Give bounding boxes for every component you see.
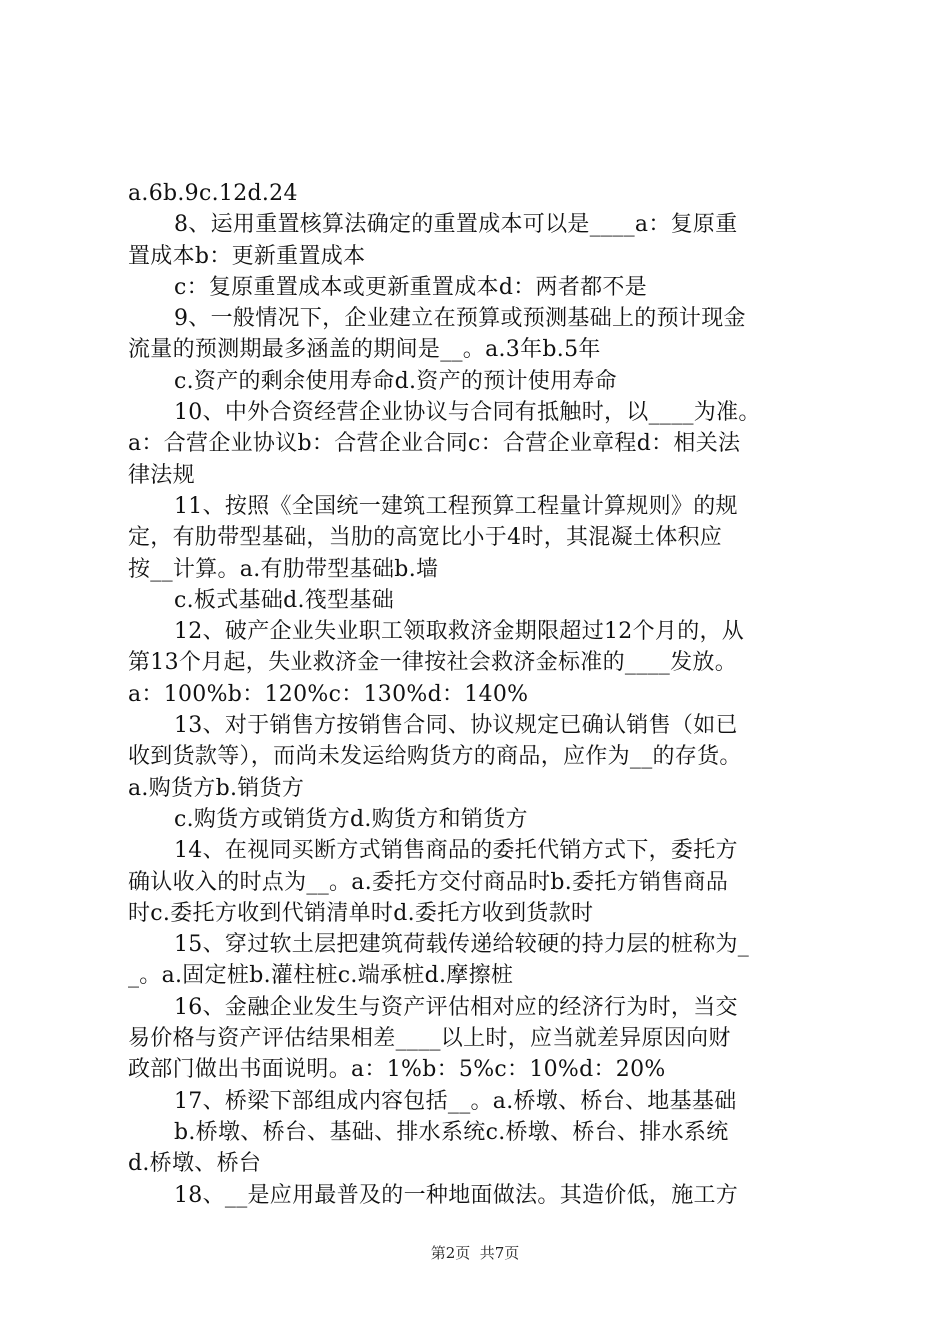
text-line: 律法规 [128,462,195,488]
text-line: a：合营企业协议b：合营企业合同c：合营企业章程d：相关法 [128,431,741,457]
text-line: 10、中外合资经营企业协议与合同有抵触时，以____为准。 [174,400,761,426]
text-line: d.桥墩、桥台 [128,1151,262,1177]
text-line: c：复原重置成本或更新重置成本d：两者都不是 [174,274,648,300]
text-line: 12、破产企业失业职工领取救济金期限超过12个月的，从 [174,619,745,645]
text-line: 18、__是应用最普及的一种地面做法。其造价低，施工方 [174,1182,739,1208]
text-line: a：100%b：120%c：130%d：140% [128,681,529,707]
text-line: 时c.委托方收到代销清单时d.委托方收到货款时 [128,900,594,926]
text-line: 16、金融企业发生与资产评估相对应的经济行为时，当交 [174,994,738,1020]
text-line: 第13个月起，失业救济金一律按社会救济金标准的____发放。 [128,650,737,676]
text-line: c.资产的剩余使用寿命d.资产的预计使用寿命 [174,368,617,394]
text-line: 9、一般情况下，企业建立在预算或预测基础上的预计现金 [174,306,746,332]
document-body [128,178,840,1211]
text-line: b.桥墩、桥台、基础、排水系统c.桥墩、桥台、排水系统 [174,1119,729,1145]
text-line: c.板式基础d.筏型基础 [174,587,394,613]
text-line: 政部门做出书面说明。a：1%b：5%c：10%d：20% [128,1057,666,1083]
text-line: 8、运用重置核算法确定的重置成本可以是____a：复原重 [174,212,738,238]
text-line: 14、在视同买断方式销售商品的委托代销方式下，委托方 [174,838,738,864]
text-line: 11、按照《全国统一建筑工程预算工程量计算规则》的规 [174,493,738,519]
text-line: c.购货方或销货方d.购货方和销货方 [174,806,528,832]
text-line: 流量的预测期最多涵盖的期间是__。a.3年b.5年 [128,337,601,363]
text-line: a.6b.9c.12d.24 [128,181,298,206]
text-line: 13、对于销售方按销售合同、协议规定已确认销售（如已 [174,713,738,739]
text-line: 17、桥梁下部组成内容包括__。a.桥墩、桥台、地基基础 [174,1088,737,1114]
text-line: 确认收入的时点为__。a.委托方交付商品时b.委托方销售商品 [128,869,729,895]
text-line: 置成本b：更新重置成本 [128,243,366,269]
text-line: 易价格与资产评估结果相差____以上时，应当就差异原因向财 [128,1026,731,1052]
text-line: 收到货款等），而尚未发运给购货方的商品，应作为__的存货。 [128,744,742,770]
text-line: 定，有肋带型基础，当肋的高宽比小于4时，其混凝土体积应 [128,525,723,551]
text-line: 按__计算。a.有肋带型基础b.墙 [128,556,439,582]
text-line: a.购货方b.销货方 [128,775,305,801]
text-line: 15、穿过软土层把建筑荷载传递给较硬的持力层的桩称为_ [174,932,750,958]
page-footer: 第2页 共7页 [430,1244,520,1262]
text-line: _。a.固定桩b.灌柱桩c.端承桩d.摩擦桩 [128,963,514,989]
